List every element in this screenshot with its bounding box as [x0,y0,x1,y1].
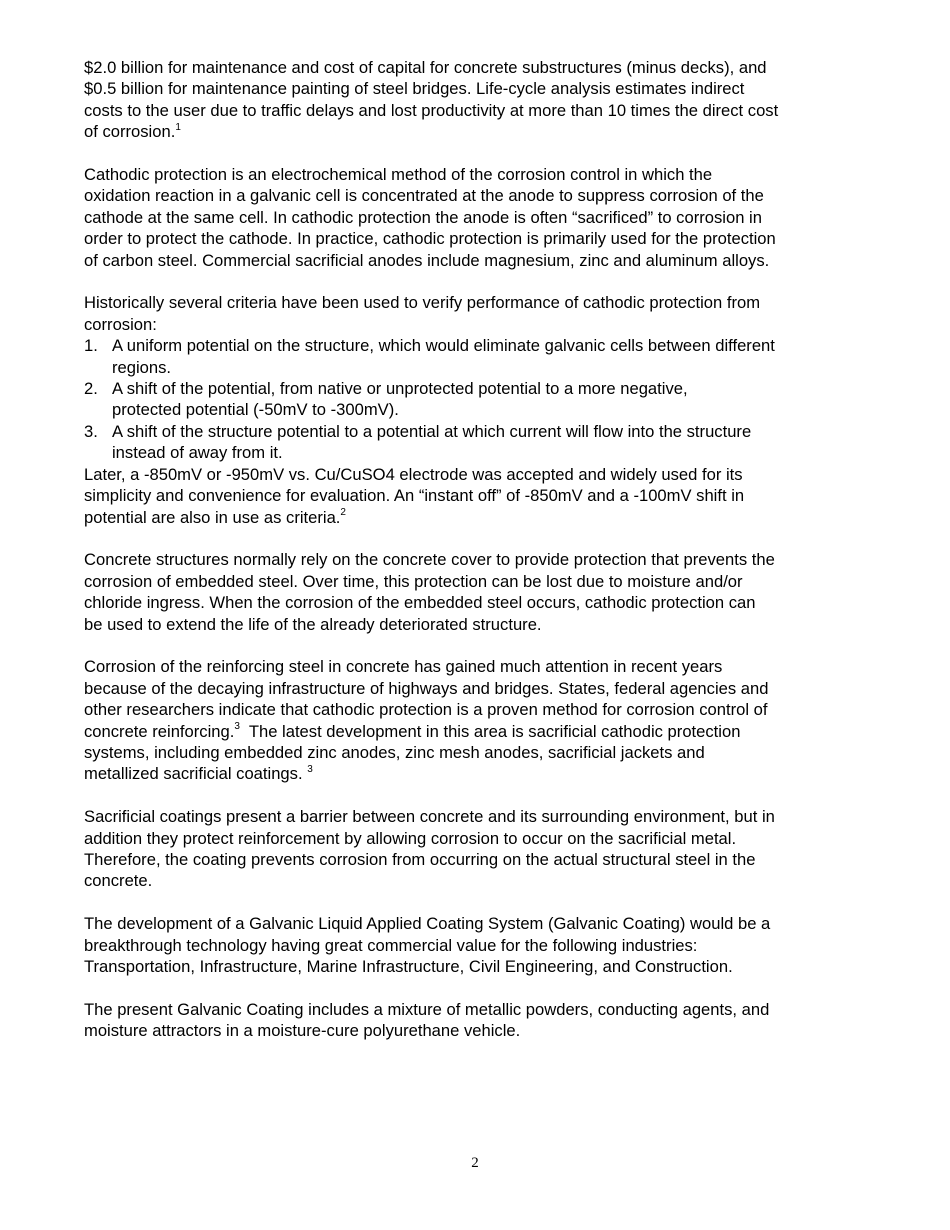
text-line: breakthrough technology having great commercial value for the following industries: [84,935,698,955]
footnote-ref: 1 [175,121,181,133]
text-line: simplicity and convenience for evaluation. An “instant off” of -850mV and a -100mV shift in [84,486,745,506]
text-line: Transportation, Infrastructure, Marine Infrastructure, Civil Engineering, and Construction. [84,956,733,976]
text-line: addition they protect reinforcement by allowing corrosion to occur on the sacrificial metal. [84,828,737,848]
text-line: $0.5 billion for maintenance painting of steel bridges. Life-cycle analysis estimates indirect [84,79,745,99]
text-line [84,721,874,742]
text-line: oxidation reaction in a galvanic cell is concentrated at the anode to suppress corrosion of the [84,186,764,206]
paragraph-concrete-structures [84,549,874,635]
text-line: chloride ingress. When the corrosion of the embedded steel occurs, cathodic protection can [84,593,756,613]
text-line: Concrete structures normally rely on the concrete cover to provide protection that prevents the [84,550,775,570]
paragraph-reinforcing-steel [84,656,874,784]
paragraph-corrosion-costs [84,57,874,143]
text-segment: of corrosion. [84,122,176,142]
text-line: corrosion of embedded steel. Over time, this protection can be lost due to moisture and/or [84,571,743,591]
text-line [84,121,874,142]
criteria-list [84,335,874,463]
page-number: 2 [471,1155,479,1171]
paragraph-galvanic-composition [84,999,874,1042]
footnote-ref: 3 [234,721,240,732]
text-line: regions. [112,357,172,377]
list-item [84,421,874,464]
text-line: be used to extend the life of the already deteriorated structure. [84,614,542,634]
text-segment: concrete reinforcing. [84,721,235,741]
text-line: instead of away from it. [112,443,283,463]
text-line: because of the decaying infrastructure of highways and bridges. States, federal agencies and [84,678,769,698]
text-line: Historically several criteria have been used to verify performance of cathodic protection from [84,293,761,313]
footnote-ref: 3 [307,763,313,775]
text-segment: The latest development in this area is sacrificial cathodic protection [239,721,741,741]
text-line [84,507,874,528]
text-line: Cathodic protection is an electrochemical method of the corrosion control in which the [84,165,713,185]
paragraph-sacrificial-coatings [84,806,874,892]
text-line: Corrosion of the reinforcing steel in concrete has gained much attention in recent years [84,657,723,677]
paragraph-galvanic-development [84,913,874,977]
text-line: order to protect the cathode. In practice, cathodic protection is primarily used for the protection [84,229,776,249]
list-item [84,378,874,421]
paragraph-criteria [84,292,874,527]
text-line: concrete. [84,871,153,891]
list-number: 1. [84,336,98,356]
text-line: A shift of the potential, from native or unprotected potential to a more negative, [112,379,688,399]
text-line: other researchers indicate that cathodic protection is a proven method for corrosion control of [84,700,768,720]
body-text [84,57,874,1042]
paragraph-cathodic-protection [84,164,874,271]
text-line: Sacrificial coatings present a barrier between concrete and its surrounding environment, but in [84,807,775,827]
text-line: $2.0 billion for maintenance and cost of capital for concrete substructures (minus decks), and [84,58,767,77]
text-line: protected potential (-50mV to -300mV). [112,400,399,420]
text-segment: potential are also in use as criteria. [84,507,341,527]
text-line: cathode at the same cell. In cathodic protection the anode is often “sacrificed” to corrosion in [84,207,762,227]
list-number: 2. [84,379,98,399]
text-line: systems, including embedded zinc anodes, zinc mesh anodes, sacrificial jackets and [84,742,705,762]
text-line: moisture attractors in a moisture-cure polyurethane vehicle. [84,1021,521,1041]
text-line: Therefore, the coating prevents corrosion from occurring on the actual structural steel in the [84,849,756,869]
text-line: corrosion: [84,314,157,334]
text-line: A shift of the structure potential to a potential at which current will flow into the structure [112,421,752,441]
text-line: The development of a Galvanic Liquid Applied Coating System (Galvanic Coating) would be a [84,914,771,934]
footnote-ref: 2 [340,506,346,518]
text-line: The present Galvanic Coating includes a mixture of metallic powders, conducting agents, and [84,999,770,1019]
text-segment: metallized sacrificial coatings. [84,764,308,784]
text-line: Later, a -850mV or -950mV vs. Cu/CuSO4 electrode was accepted and widely used for its [84,464,743,484]
text-line: costs to the user due to traffic delays and lost productivity at more than 10 times the direct cost [84,100,779,120]
text-line: A uniform potential on the structure, which would eliminate galvanic cells between different [112,336,775,356]
text-line [84,763,874,784]
text-line: of carbon steel. Commercial sacrificial anodes include magnesium, zinc and aluminum alloys. [84,250,770,270]
list-number: 3. [84,421,98,441]
list-item [84,335,874,378]
